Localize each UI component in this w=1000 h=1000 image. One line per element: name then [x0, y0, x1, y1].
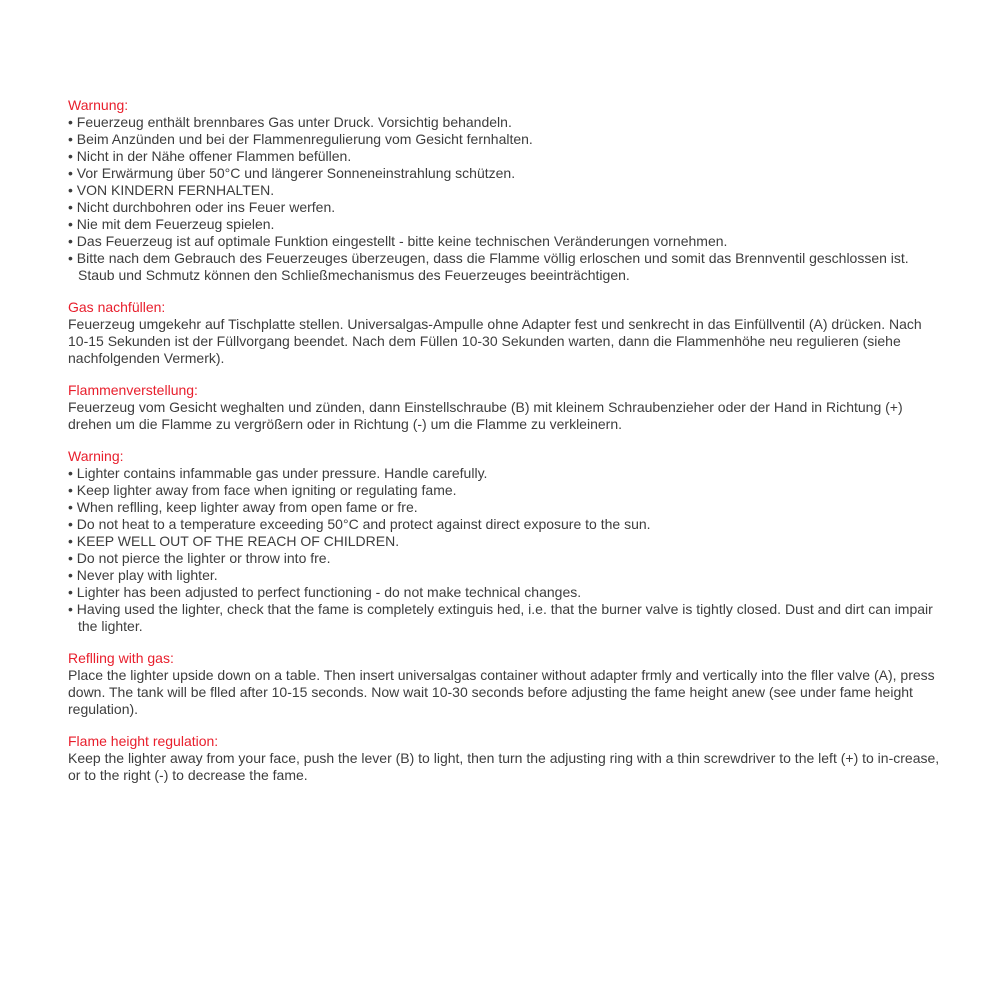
bullet-item: • Nicht durchbohren oder ins Feuer werfen.	[68, 199, 336, 215]
section-heading-gas-nachfuellen: Gas nachfüllen:	[68, 299, 166, 315]
bullet-item: • KEEP WELL OUT OF THE REACH OF CHILDREN.	[68, 533, 400, 549]
bullet-item: • Keep lighter away from face when igniting or regulating fame.	[68, 482, 457, 498]
bullet-item: • Do not heat to a temperature exceeding 50°C and protect against direct exposure to the sun.	[68, 516, 651, 532]
section-paragraph: Place the lighter upside down on a table. Then insert universalgas container without adapter frmly and vertically into the fller valve (A), press down. The tank will be flled after 10-15 seconds. Now wait 10-30 seconds before adjusting the fame height anew (see under fame height regulation).	[68, 667, 935, 717]
bullet-item: • Nie mit dem Feuerzeug spielen.	[68, 216, 275, 232]
bullet-item: • Nicht in der Nähe offener Flammen befüllen.	[68, 148, 352, 164]
section-flame-height-regulation	[68, 733, 942, 784]
bullet-item: • Das Feuerzeug ist auf optimale Funktion eingestellt - bitte keine technischen Veränderungen vornehmen.	[68, 233, 728, 249]
bullet-item: • Feuerzeug enthält brennbares Gas unter Druck. Vorsichtig behandeln.	[68, 114, 512, 130]
bullet-item: • Vor Erwärmung über 50°C und längerer Sonneneinstrahlung schützen.	[68, 165, 516, 181]
section-flammenverstellung	[68, 382, 942, 433]
warning-bullet-list	[68, 465, 942, 635]
warnung-bullet-list	[68, 114, 942, 284]
section-gas-nachfuellen	[68, 299, 942, 367]
section-heading-flame-height-regulation: Flame height regulation:	[68, 733, 219, 749]
section-heading-flammenverstellung: Flammenverstellung:	[68, 382, 198, 398]
section-paragraph: Feuerzeug vom Gesicht weghalten und zünden, dann Einstellschraube (B) mit kleinem Schraubenzieher oder der Hand in Richtung (+) drehen um die Flamme zu vergrößern oder in Richtung (-) um die Flamme zu verkleinern.	[68, 399, 903, 432]
section-heading-reflling-with-gas: Reflling with gas:	[68, 650, 174, 666]
bullet-item: • Do not pierce the lighter or throw into fre.	[68, 550, 331, 566]
section-reflling-with-gas	[68, 650, 942, 718]
bullet-item: • Lighter contains infammable gas under pressure. Handle carefully.	[68, 465, 488, 481]
bullet-item: • Beim Anzünden und bei der Flammenregulierung vom Gesicht fernhalten.	[68, 131, 533, 147]
section-warnung-de	[68, 97, 942, 284]
bullet-item: • Lighter has been adjusted to perfect functioning - do not make technical changes.	[68, 584, 582, 600]
instruction-sheet	[68, 97, 942, 799]
bullet-item: • Bitte nach dem Gebrauch des Feuerzeuges überzeugen, dass die Flamme völlig erloschen und somit das Brennventil geschlossen ist. Staub und Schmutz können den Schließmechanismus des Feuerzeuges beeinträchtigen.	[68, 250, 909, 283]
bullet-item: • When reflling, keep lighter away from open fame or fre.	[68, 499, 418, 515]
bullet-item: • Having used the lighter, check that the fame is completely extinguis hed, i.e. that the burner valve is tightly closed. Dust and dirt can impair the lighter.	[68, 601, 933, 634]
section-heading-warning: Warning:	[68, 448, 124, 464]
section-heading-warnung: Warnung:	[68, 97, 129, 113]
section-paragraph: Keep the lighter away from your face, push the lever (B) to light, then turn the adjusting ring with a thin screwdriver to the left (+) to in-crease, or to the right (-) to decrease the fame.	[68, 750, 940, 783]
section-warning-en	[68, 448, 942, 635]
bullet-item: • VON KINDERN FERNHALTEN.	[68, 182, 275, 198]
bullet-item: • Never play with lighter.	[68, 567, 218, 583]
section-paragraph: Feuerzeug umgekehr auf Tischplatte stellen. Universalgas-Ampulle ohne Adapter fest und senkrecht in das Einfüllventil (A) drücken. Nach 10-15 Sekunden ist der Füllvorgang beendet. Nach dem Füllen 10-30 Sekunden warten, dann die Flammenhöhe neu regulieren (siehe nachfolgenden Vermerk).	[68, 316, 922, 366]
